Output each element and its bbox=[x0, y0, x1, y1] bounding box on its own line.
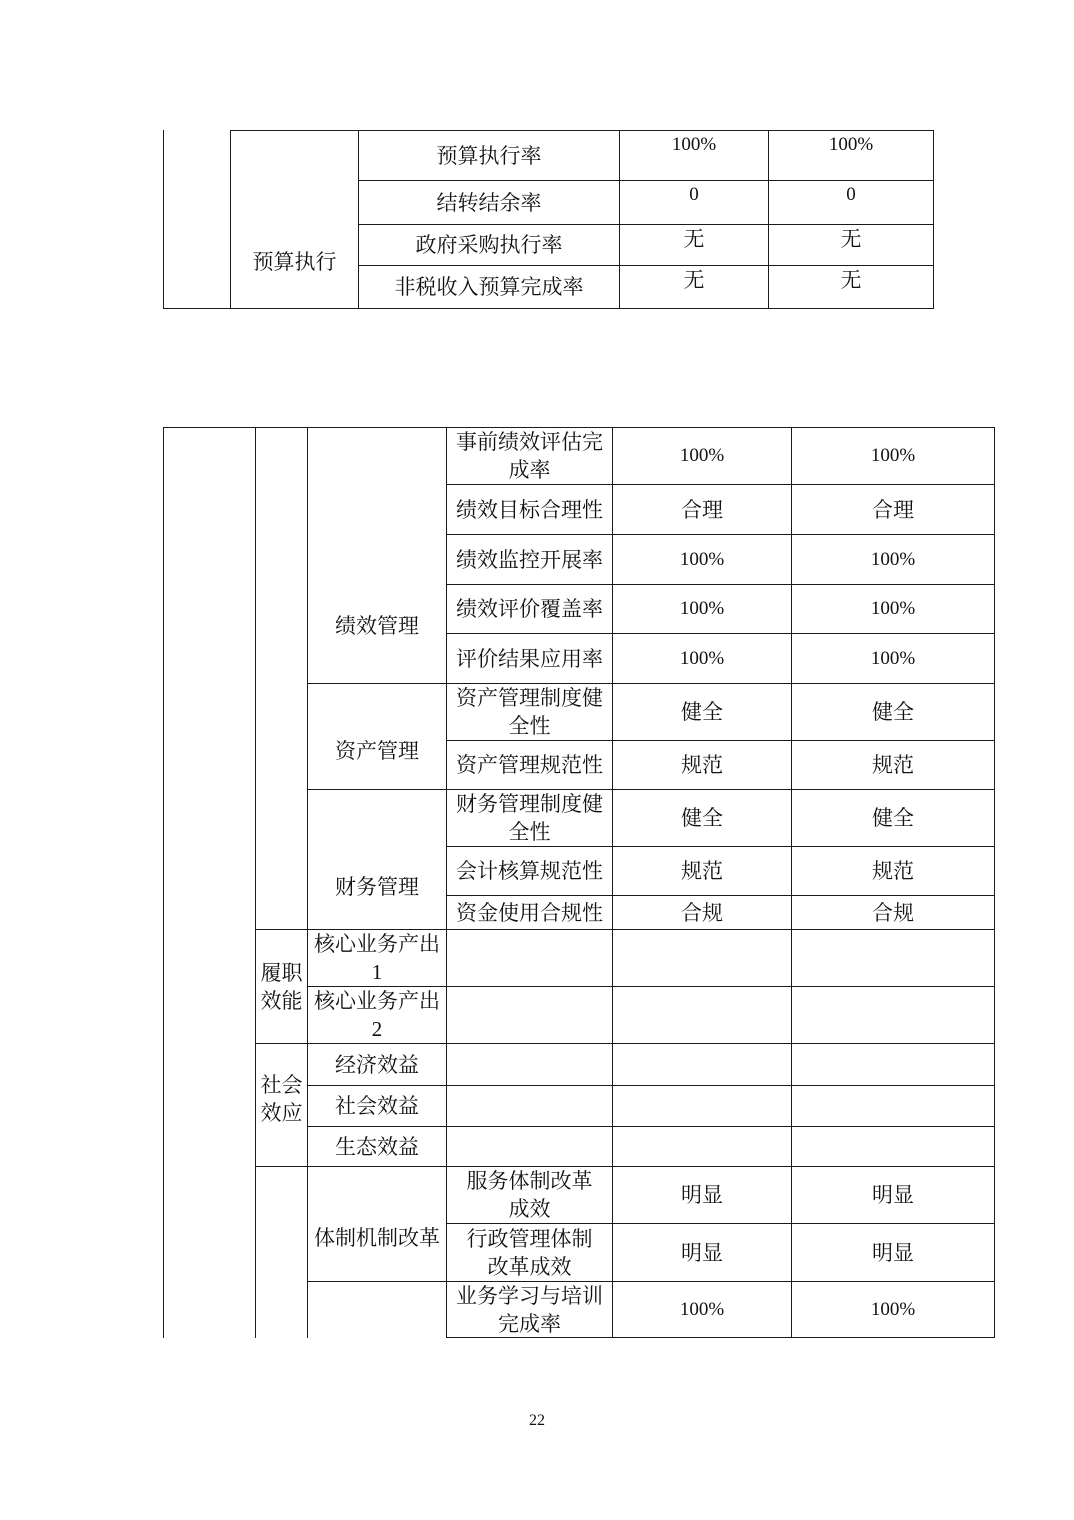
value-cell-1: 100% bbox=[612, 427, 792, 485]
value-cell-2-empty bbox=[791, 986, 995, 1044]
value-cell-2: 100% bbox=[791, 534, 995, 585]
value-cell-2: 合规 bbox=[791, 895, 995, 930]
indicator-name-cell: 绩效监控开展率 bbox=[446, 534, 613, 585]
value-cell-2-empty bbox=[791, 929, 995, 987]
value-cell-2: 100% bbox=[791, 1281, 995, 1338]
value-cell-1: 100% bbox=[612, 633, 792, 684]
item-social-benefit: 社会效益 bbox=[307, 1085, 447, 1127]
indicator-name-cell: 资金使用合规性 bbox=[446, 895, 613, 930]
value-cell-2-empty bbox=[791, 1126, 995, 1167]
indicator-name-cell: 预算执行率 bbox=[358, 130, 620, 181]
value-cell-2: 无 bbox=[768, 224, 934, 266]
indicator-name-cell: 绩效目标合理性 bbox=[446, 484, 613, 535]
value-cell-1: 0 bbox=[619, 180, 769, 225]
category-social-effects: 社会效应 bbox=[255, 1043, 308, 1167]
side-column-cell bbox=[163, 130, 231, 309]
value-cell-2: 100% bbox=[768, 130, 934, 181]
indicator-name-cell: 事前绩效评估完成率 bbox=[446, 427, 613, 485]
value-cell-2: 明显 bbox=[791, 1223, 995, 1282]
value-cell-2: 健全 bbox=[791, 683, 995, 741]
indicator-name-cell: 非税收入预算完成率 bbox=[358, 265, 620, 309]
value-cell-2: 无 bbox=[768, 265, 934, 309]
value-cell-2: 健全 bbox=[791, 789, 995, 847]
indicator-name-cell: 结转结余率 bbox=[358, 180, 620, 225]
value-cell-2: 明显 bbox=[791, 1166, 995, 1224]
indicator-name-cell-empty bbox=[446, 986, 613, 1044]
value-cell-1: 无 bbox=[619, 224, 769, 266]
value-cell-1: 无 bbox=[619, 265, 769, 309]
category-duty-effectiveness: 履职效能 bbox=[255, 929, 308, 1044]
indicator-name-cell-empty bbox=[446, 1043, 613, 1086]
value-cell-2: 100% bbox=[791, 584, 995, 634]
indicator-name-cell: 资产管理规范性 bbox=[446, 740, 613, 790]
value-cell-2: 规范 bbox=[791, 846, 995, 896]
indicator-name-cell: 财务管理制度健全性 bbox=[446, 789, 613, 847]
indicator-name-cell: 会计核算规范性 bbox=[446, 846, 613, 896]
indicator-name-cell: 行政管理体制改革成效 bbox=[446, 1223, 613, 1282]
category-cell-empty bbox=[255, 1166, 308, 1338]
value-cell-1: 健全 bbox=[612, 789, 792, 847]
indicator-name-cell-empty bbox=[446, 929, 613, 987]
value-cell-1-empty bbox=[612, 1085, 792, 1127]
indicator-name-cell: 政府采购执行率 bbox=[358, 224, 620, 266]
value-cell-1-empty bbox=[612, 1043, 792, 1086]
subcategory-institutional-reform: 体制机制改革 bbox=[307, 1166, 447, 1282]
value-cell-2-empty bbox=[791, 1085, 995, 1127]
indicator-name-cell: 服务体制改革成效 bbox=[446, 1166, 613, 1224]
value-cell-1: 合规 bbox=[612, 895, 792, 930]
value-cell-2: 0 bbox=[768, 180, 934, 225]
value-cell-1: 合理 bbox=[612, 484, 792, 535]
subcategory-cell-empty bbox=[307, 1281, 447, 1338]
side-column-cell bbox=[163, 427, 256, 1338]
category-budget-execution: 预算执行 bbox=[230, 130, 359, 309]
value-cell-1: 100% bbox=[612, 534, 792, 585]
value-cell-2: 100% bbox=[791, 633, 995, 684]
subcategory-asset-management: 资产管理 bbox=[307, 683, 447, 790]
value-cell-2: 合理 bbox=[791, 484, 995, 535]
item-core-business-output-1: 核心业务产出1 bbox=[307, 929, 447, 987]
value-cell-1-empty bbox=[612, 986, 792, 1044]
value-cell-2: 规范 bbox=[791, 740, 995, 790]
value-cell-1: 规范 bbox=[612, 740, 792, 790]
value-cell-1-empty bbox=[612, 929, 792, 987]
indicator-name-cell: 评价结果应用率 bbox=[446, 633, 613, 684]
value-cell-1: 100% bbox=[612, 1281, 792, 1338]
indicator-name-cell-empty bbox=[446, 1126, 613, 1167]
indicator-name-cell: 业务学习与培训完成率 bbox=[446, 1281, 613, 1338]
indicator-name-cell: 绩效评价覆盖率 bbox=[446, 584, 613, 634]
value-cell-1: 100% bbox=[619, 130, 769, 181]
value-cell-2-empty bbox=[791, 1043, 995, 1086]
value-cell-1: 健全 bbox=[612, 683, 792, 741]
item-economic-benefit: 经济效益 bbox=[307, 1043, 447, 1086]
item-ecological-benefit: 生态效益 bbox=[307, 1126, 447, 1167]
value-cell-1-empty bbox=[612, 1126, 792, 1167]
item-core-business-output-2: 核心业务产出2 bbox=[307, 986, 447, 1044]
value-cell-2: 100% bbox=[791, 427, 995, 485]
indicator-name-cell-empty bbox=[446, 1085, 613, 1127]
subcategory-financial-management: 财务管理 bbox=[307, 789, 447, 930]
subcategory-performance-management: 绩效管理 bbox=[307, 427, 447, 684]
value-cell-1: 明显 bbox=[612, 1223, 792, 1282]
category-cell-empty bbox=[255, 427, 308, 930]
value-cell-1: 明显 bbox=[612, 1166, 792, 1224]
value-cell-1: 100% bbox=[612, 584, 792, 634]
page-number: 22 bbox=[529, 1412, 545, 1429]
indicator-name-cell: 资产管理制度健全性 bbox=[446, 683, 613, 741]
value-cell-1: 规范 bbox=[612, 846, 792, 896]
